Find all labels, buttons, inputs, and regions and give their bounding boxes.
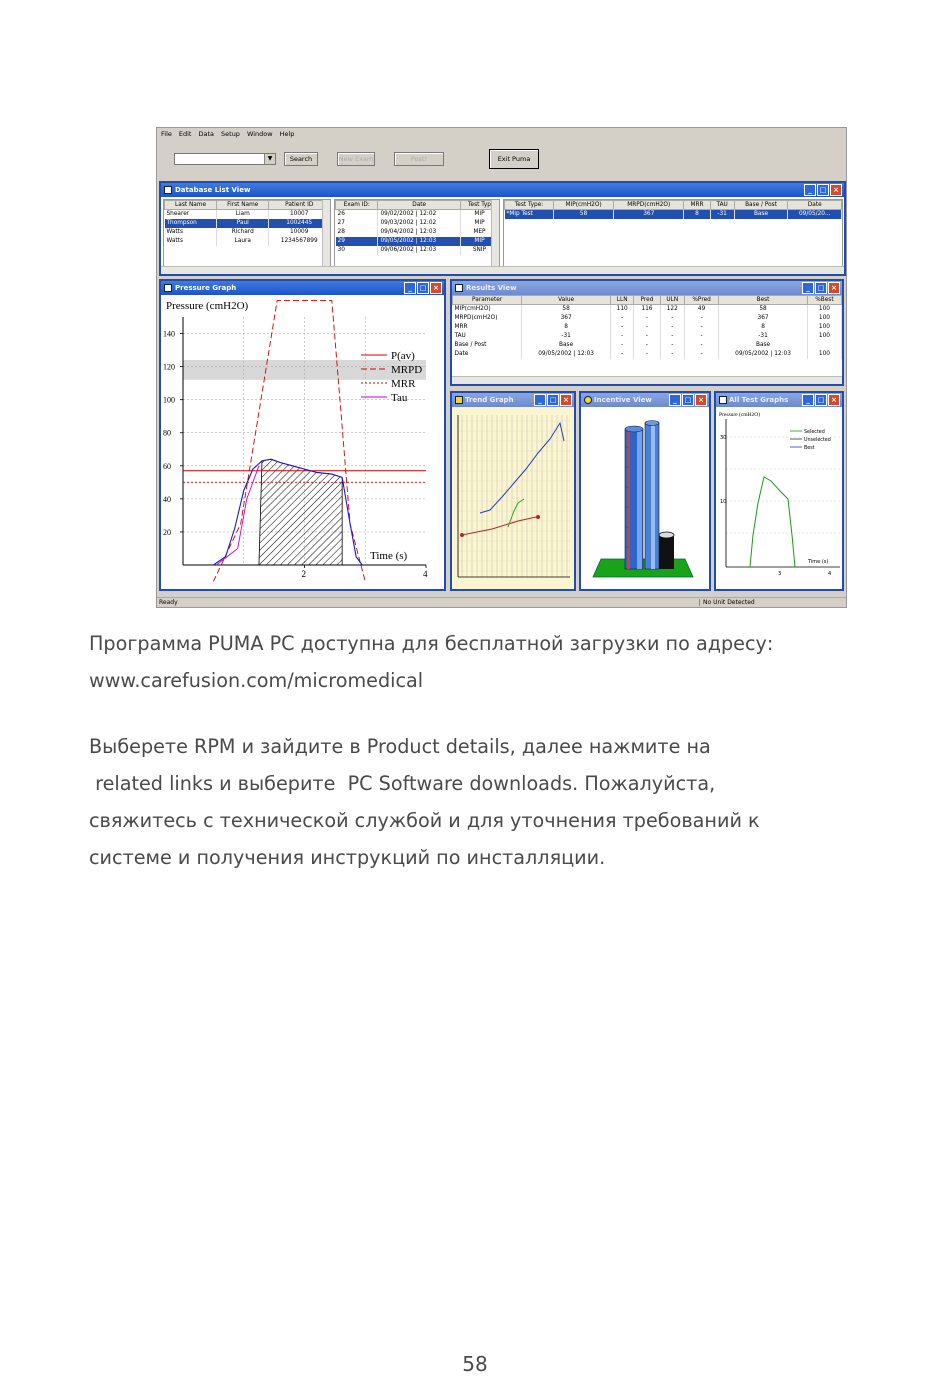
trend-window-titlebar[interactable] — [452, 393, 574, 407]
table-cell: 8 — [522, 323, 611, 332]
svg-text:10: 10 — [720, 499, 727, 505]
table-cell: 58 — [522, 305, 611, 314]
column-header[interactable]: Date — [378, 201, 461, 210]
table-cell: 09/05/20... — [788, 210, 842, 219]
maximize-icon[interactable]: □ — [817, 184, 829, 196]
table-cell: Watts — [165, 237, 217, 246]
column-header[interactable]: %Pred — [685, 296, 719, 305]
pressure-chart — [161, 295, 444, 589]
table-cell: -31 — [710, 210, 734, 219]
column-header[interactable]: MRR — [684, 201, 710, 210]
table-row[interactable] — [336, 228, 499, 237]
table-row[interactable] — [336, 219, 499, 228]
table-cell: MIP — [460, 210, 498, 219]
menu-help[interactable]: Help — [279, 130, 295, 138]
legend-label: MRR — [391, 378, 416, 390]
download-url[interactable]: www.carefusion.com/micromedical — [89, 669, 424, 692]
table-cell: 09/04/2002 | 12:03 — [378, 228, 461, 237]
column-header[interactable]: LLN — [610, 296, 633, 305]
table-cell: 26 — [336, 210, 378, 219]
download-text-line1: Программа PUMA PC доступна для бесплатной загрузки по адресу: — [89, 632, 774, 655]
instructions-paragraph — [89, 728, 909, 876]
exams-table-panel — [334, 199, 500, 267]
table-cell: - — [660, 332, 685, 341]
menu-edit[interactable]: Edit — [178, 130, 192, 138]
close-icon[interactable]: × — [430, 282, 442, 294]
svg-text:30: 30 — [720, 435, 727, 441]
table-cell: Paul — [217, 219, 269, 228]
menu-bar — [157, 128, 846, 140]
maximize-icon[interactable]: □ — [815, 282, 827, 294]
pressure-xlabel: Time (s) — [370, 550, 408, 562]
x-tick-label: 2 — [301, 569, 306, 579]
database-icon — [164, 186, 172, 194]
table-cell: - — [634, 314, 660, 323]
minimize-icon[interactable]: _ — [534, 394, 546, 406]
incentive-window-title: Incentive View — [594, 396, 652, 404]
column-header[interactable]: Date — [788, 201, 842, 210]
table-cell: - — [634, 323, 660, 332]
table-cell: 100 — [807, 332, 841, 341]
table-cell: Watts — [165, 228, 217, 237]
x-tick-label: 4 — [423, 569, 428, 579]
all-test-graphs-window — [714, 391, 844, 591]
y-tick-label: 40 — [163, 494, 171, 504]
exams-table — [335, 200, 499, 255]
table-cell: - — [634, 332, 660, 341]
table-cell: 1234567899 — [269, 237, 330, 246]
new-exam-button[interactable]: New Exam — [337, 152, 375, 166]
table-row[interactable] — [336, 210, 499, 219]
toolbar — [157, 142, 846, 178]
close-icon[interactable]: × — [828, 282, 840, 294]
table-cell: - — [685, 323, 719, 332]
page-number: 58 — [462, 1352, 488, 1376]
column-header[interactable]: Parameter — [453, 296, 522, 305]
tests-table — [504, 200, 842, 219]
table-cell: - — [685, 332, 719, 341]
table-cell: MRPD(cmH2O) — [453, 314, 522, 323]
legend-selected: Selected — [804, 430, 825, 435]
exams-scrollbar[interactable] — [491, 200, 499, 266]
column-header[interactable]: Value — [522, 296, 611, 305]
table-cell: MEP — [460, 228, 498, 237]
post-button[interactable]: Post! — [394, 152, 444, 166]
instructions-line3: свяжитесь с технической службой и для уточнения требований к — [89, 809, 760, 832]
graph-icon — [164, 284, 172, 292]
table-cell: - — [660, 350, 685, 359]
minimize-icon[interactable]: _ — [404, 282, 416, 294]
table-cell: - — [610, 350, 633, 359]
database-window-titlebar[interactable] — [161, 183, 844, 197]
patients-scrollbar[interactable] — [322, 200, 330, 266]
column-header[interactable]: MIP(cmH2O) — [554, 201, 614, 210]
legend-label: Tau — [391, 392, 408, 404]
trend-icon — [455, 396, 463, 404]
results-window-title: Results View — [466, 284, 517, 292]
table-cell: Base — [719, 341, 808, 350]
legend-label: MRPD — [391, 364, 423, 376]
table-cell: 1002445 — [269, 219, 330, 228]
y-tick-label: 60 — [163, 461, 171, 471]
column-header[interactable]: Last Name — [165, 201, 217, 210]
all-tests-ylabel: Pressure (cmH2O) — [719, 412, 761, 418]
table-cell: 10009 — [269, 228, 330, 237]
table-cell: - — [610, 332, 633, 341]
minimize-icon[interactable]: _ — [802, 282, 814, 294]
patients-table-panel — [163, 199, 331, 267]
legend-best: Best — [804, 446, 815, 451]
database-window-title: Database List View — [175, 186, 251, 194]
close-icon[interactable]: × — [828, 394, 840, 406]
table-cell: 367 — [719, 314, 808, 323]
all-tests-window-title: All Test Graphs — [729, 396, 789, 404]
table-row[interactable] — [165, 219, 330, 228]
table-cell: - — [660, 314, 685, 323]
column-header[interactable]: Exam ID: — [336, 201, 378, 210]
table-cell: 09/05/2002 | 12:03 — [719, 350, 808, 359]
incentive-icon — [584, 396, 592, 404]
table-row[interactable] — [453, 332, 842, 341]
all-tests-icon — [719, 396, 727, 404]
maximize-icon[interactable]: □ — [547, 394, 559, 406]
table-row[interactable] — [165, 210, 330, 219]
table-cell: 58 — [719, 305, 808, 314]
table-row[interactable] — [453, 314, 842, 323]
table-row[interactable] — [336, 237, 499, 246]
column-header[interactable]: Test Type: — [505, 201, 554, 210]
table-row[interactable] — [336, 246, 499, 255]
table-cell: Thompson — [165, 219, 217, 228]
table-cell: *Mip Test — [505, 210, 554, 219]
incentive-window-titlebar[interactable] — [581, 393, 709, 407]
table-cell: - — [610, 341, 633, 350]
menu-setup[interactable]: Setup — [221, 130, 240, 138]
table-cell: 122 — [660, 305, 685, 314]
maximize-icon[interactable]: □ — [682, 394, 694, 406]
table-cell: SNIP — [460, 246, 498, 255]
table-cell: Shearer — [165, 210, 217, 219]
database-horizontal-scrollbar[interactable] — [161, 266, 844, 274]
pressure-ylabel: Pressure (cmH2O) — [166, 300, 249, 312]
search-button[interactable]: Search — [284, 152, 318, 166]
tests-table-panel — [503, 199, 843, 267]
table-cell: Laura — [217, 237, 269, 246]
status-bar — [157, 597, 846, 607]
table-cell: - — [685, 350, 719, 359]
table-row[interactable] — [165, 237, 330, 246]
incentive-graphic — [581, 407, 709, 589]
column-header[interactable]: Base / Post — [734, 201, 788, 210]
close-icon[interactable]: × — [560, 394, 572, 406]
table-cell: - — [610, 323, 633, 332]
instructions-line4: системе и получения инструкций по инсталляции. — [89, 846, 606, 869]
exit-puma-button[interactable]: Exit Puma — [489, 149, 539, 169]
table-cell: - — [685, 314, 719, 323]
legend-unselected: Unselected — [804, 438, 831, 443]
table-cell: 100 — [807, 323, 841, 332]
table-row[interactable] — [453, 341, 842, 350]
status-ready: Ready — [159, 599, 178, 606]
table-row[interactable] — [165, 228, 330, 237]
patients-table — [164, 200, 330, 246]
table-cell: 09/05/2002 | 12:03 — [378, 237, 461, 246]
svg-text:4: 4 — [828, 571, 832, 577]
trend-window-title: Trend Graph — [465, 396, 514, 404]
table-cell — [807, 341, 841, 350]
hatched-area — [259, 459, 342, 565]
table-cell: Base — [522, 341, 611, 350]
table-cell: 8 — [684, 210, 710, 219]
table-cell: 49 — [685, 305, 719, 314]
table-row[interactable] — [453, 323, 842, 332]
instructions-line2: related links и выберите PC Software downloads. Пожалуйста, — [89, 772, 716, 795]
column-header[interactable]: Best — [719, 296, 808, 305]
table-cell: - — [610, 314, 633, 323]
trend-chart — [452, 407, 574, 589]
table-cell: Base / Post — [453, 341, 522, 350]
table-cell: 8 — [719, 323, 808, 332]
results-table — [452, 295, 842, 359]
menu-file[interactable]: File — [161, 130, 172, 138]
database-list-window — [159, 181, 846, 276]
table-cell: MRR — [453, 323, 522, 332]
table-cell: - — [634, 350, 660, 359]
table-cell: MIP — [460, 237, 498, 246]
table-cell: - — [660, 341, 685, 350]
all-tests-xlabel: Time (s) — [808, 559, 829, 565]
pressure-graph-window — [159, 279, 446, 591]
chevron-down-icon[interactable]: ▼ — [264, 154, 275, 164]
table-cell: -31 — [719, 332, 808, 341]
table-row[interactable] — [505, 210, 842, 219]
table-cell: 09/06/2002 | 12:03 — [378, 246, 461, 255]
table-cell: 58 — [554, 210, 614, 219]
table-cell: 27 — [336, 219, 378, 228]
table-cell: 09/03/2002 | 12:02 — [378, 219, 461, 228]
all-tests-selected-curve — [750, 477, 795, 567]
table-cell: MIP(cmH2O) — [453, 305, 522, 314]
table-cell: 100 — [807, 350, 841, 359]
table-cell: TAU — [453, 332, 522, 341]
table-cell: Base — [734, 210, 788, 219]
minimize-icon[interactable]: _ — [804, 184, 816, 196]
table-cell: Liam — [217, 210, 269, 219]
column-header[interactable]: ULN — [660, 296, 685, 305]
status-unit: No Unit Detected — [699, 599, 755, 606]
all-tests-window-titlebar[interactable] — [716, 393, 842, 407]
table-cell: -31 — [522, 332, 611, 341]
table-cell: - — [685, 341, 719, 350]
pressure-window-title: Pressure Graph — [175, 284, 237, 292]
menu-data[interactable]: Data — [198, 130, 215, 138]
table-cell: 116 — [634, 305, 660, 314]
download-paragraph — [89, 625, 909, 699]
all-tests-chart — [716, 407, 842, 589]
y-tick-label: 140 — [163, 329, 175, 339]
table-row[interactable] — [453, 305, 842, 314]
table-cell: 367 — [522, 314, 611, 323]
incentive-view-window — [579, 391, 711, 591]
y-tick-label: 100 — [163, 395, 175, 405]
y-tick-label: 120 — [163, 362, 175, 372]
maximize-icon[interactable]: □ — [815, 394, 827, 406]
column-header[interactable]: %Best — [807, 296, 841, 305]
column-header[interactable]: Patient ID — [269, 201, 330, 210]
table-cell: 100 — [807, 314, 841, 323]
minimize-icon[interactable]: _ — [669, 394, 681, 406]
instructions-line1: Выберете RPM и зайдите в Product details, далее нажмите на — [89, 735, 711, 758]
table-cell: Date — [453, 350, 522, 359]
maximize-icon[interactable]: □ — [417, 282, 429, 294]
results-icon — [455, 284, 463, 292]
table-cell: Richard — [217, 228, 269, 237]
table-cell: 10007 — [269, 210, 330, 219]
minimize-icon[interactable]: _ — [802, 394, 814, 406]
results-window-titlebar[interactable] — [452, 281, 842, 295]
column-header[interactable]: Pred — [634, 296, 660, 305]
table-cell: - — [660, 323, 685, 332]
puma-screenshot — [156, 127, 847, 608]
results-view-window — [450, 279, 844, 386]
column-header[interactable]: MRPD(cmH2O) — [614, 201, 684, 210]
y-tick-label: 80 — [163, 428, 171, 438]
table-cell: 28 — [336, 228, 378, 237]
results-horizontal-scrollbar[interactable] — [452, 376, 842, 384]
trend-graph-window — [450, 391, 576, 591]
table-cell: 100 — [807, 305, 841, 314]
table-cell: 30 — [336, 246, 378, 255]
table-cell: 09/02/2002 | 12:02 — [378, 210, 461, 219]
table-cell: MIP — [460, 219, 498, 228]
table-cell: 29 — [336, 237, 378, 246]
column-header[interactable]: Test Typ — [460, 201, 498, 210]
pressure-window-titlebar[interactable] — [161, 281, 444, 295]
patient-search-combo[interactable] — [174, 153, 276, 165]
table-cell: 09/05/2002 | 12:03 — [522, 350, 611, 359]
svg-text:3: 3 — [778, 571, 782, 577]
column-header[interactable]: First Name — [217, 201, 269, 210]
menu-window[interactable]: Window — [246, 130, 273, 138]
y-tick-label: 20 — [163, 527, 171, 537]
close-icon[interactable]: × — [695, 394, 707, 406]
legend-label: P(av) — [391, 350, 415, 362]
table-cell: 367 — [614, 210, 684, 219]
close-icon[interactable]: × — [830, 184, 842, 196]
table-row[interactable] — [453, 350, 842, 359]
table-cell: 110 — [610, 305, 633, 314]
table-cell: - — [634, 341, 660, 350]
column-header[interactable]: TAU — [710, 201, 734, 210]
